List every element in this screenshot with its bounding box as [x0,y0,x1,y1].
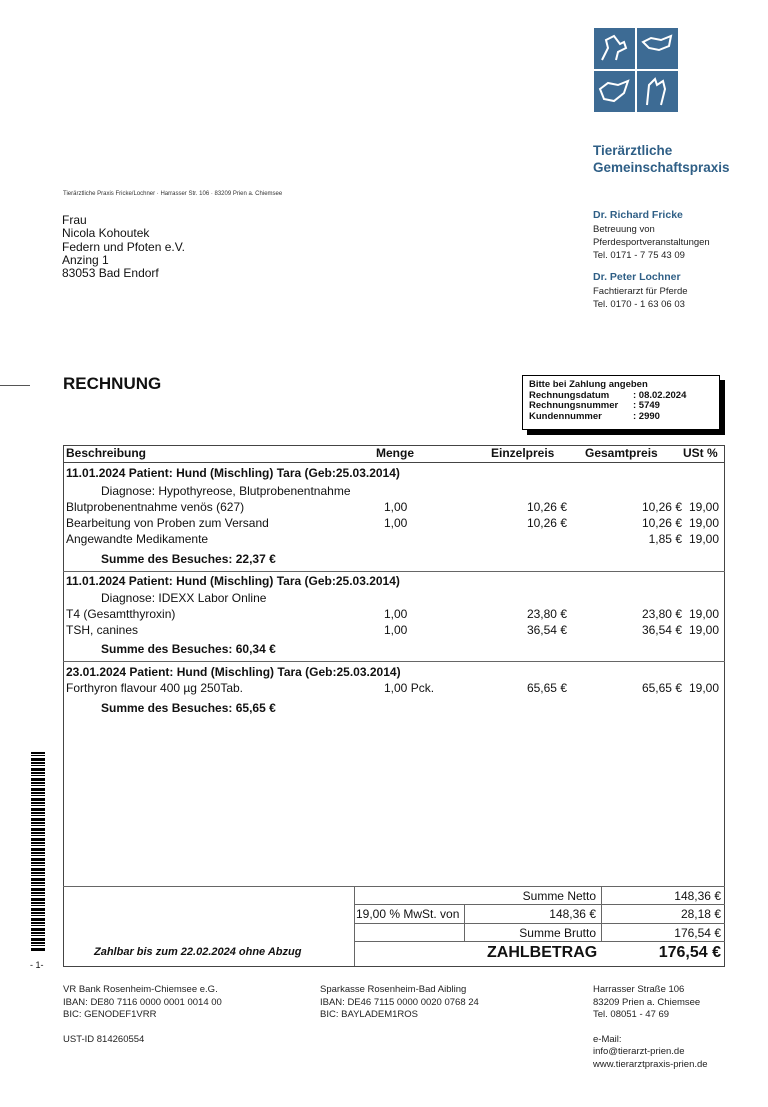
header-unit-price: Einzelpreis [491,446,555,460]
doctor-name: Dr. Peter Lochner [593,271,681,283]
item-unit-price: 36,54 € [526,623,567,637]
item-description: Bearbeitung von Proben zum Versand [66,516,269,530]
totals-divider [601,886,602,941]
page-number: - 1- [30,960,44,970]
item-unit-price: 10,26 € [526,516,567,530]
item-quantity: 1,00 [384,607,408,621]
payment-value: : 5749 [633,400,660,411]
item-vat: 19,00 [689,681,720,695]
visit-block [63,572,725,662]
footer-line: IBAN: DE46 7115 0000 0020 0768 24 [320,996,479,1008]
item-unit-price: 65,65 € [526,681,567,695]
payment-value: : 08.02.2024 [633,389,687,401]
header-total-price: Gesamtpreis [585,446,658,460]
visit-heading: 11.01.2024 Patient: Hund (Mischling) Tara (Geb:25.03.2014) [66,574,400,588]
payment-reference-box [522,375,720,430]
footer-line: Sparkasse Rosenheim-Bad Aibling [320,984,467,995]
header-quantity: Menge [376,446,415,460]
barcode [31,752,45,952]
visit-block [63,463,725,572]
totals-divider [464,904,465,923]
item-description: Blutprobenentnahme venös (627) [66,500,245,514]
totals-divider [354,941,725,942]
recipient-line: Anzing 1 [62,252,109,267]
mwst-rate: 19,00 % MwSt. von [356,907,460,921]
payment-value: : 2990 [633,410,660,422]
totals-divider [63,886,725,887]
footer-bank-2 [320,984,479,1022]
footer-address [593,984,708,1071]
item-unit-price: 10,26 € [526,500,567,514]
item-total-price: 36,54 € [641,623,682,637]
item-quantity: 1,00 [384,500,408,514]
item-total-price: 10,26 € [641,500,682,514]
visit-diagnosis: Diagnose: Hypothyreose, Blutprobenentnahme [101,484,351,498]
recipient-line: 83053 Bad Endorf [62,266,159,281]
footer-line: Harrasser Straße 106 [593,984,685,995]
item-description: Forthyron flavour 400 µg 250Tab. [66,681,244,695]
dog-icon [637,28,678,69]
mwst-value: 28,18 € [680,907,721,921]
payment-label: Kundennummer [529,410,602,422]
zahlbetrag-value: 176,54 € [658,944,721,961]
visit-heading: 23.01.2024 Patient: Hund (Mischling) Tara (Geb:25.03.2014) [66,665,401,679]
visit-block [63,662,725,722]
item-total-price: 1,85 € [648,532,682,546]
recipient-line: Frau [62,213,87,227]
item-unit-price: 23,80 € [526,607,567,621]
recipient-line: Federn und Pfoten e.V. [62,239,185,254]
doctor-info: Pferdesportveranstaltungen [593,237,710,248]
item-vat: 19,00 [689,532,720,546]
payment-row [529,401,713,412]
item-vat: 19,00 [689,516,720,530]
totals-divider [354,886,355,966]
brand-line-2: Gemeinschaftspraxis [593,160,730,175]
item-total-price: 23,80 € [641,607,682,621]
cat-icon [637,71,678,112]
doctor-1 [593,209,710,262]
practice-brand [593,142,730,176]
footer-line: BIC: BAYLADEM1ROS [320,1009,419,1020]
item-quantity: 1,00 [384,623,408,637]
doctor-info: Fachtierarzt für Pferde [593,286,688,297]
fold-mark [0,385,30,386]
netto-value: 148,36 € [674,889,721,903]
header-description: Beschreibung [66,446,147,460]
doctor-2 [593,271,688,311]
mwst-base: 148,36 € [549,907,596,921]
brutto-label: Summe Brutto [519,926,596,940]
footer-ust-id: UST-ID 814260554 [63,1033,145,1045]
brutto-value: 176,54 € [674,926,721,940]
visit-sum: Summe des Besuches: 60,34 € [101,642,276,656]
document-title: RECHNUNG [63,374,162,393]
item-quantity: 1,00 Pck. [384,681,435,695]
item-description: T4 (Gesamtthyroxin) [66,607,176,621]
recipient-address [62,214,185,280]
item-description: Angewandte Medikamente [66,532,209,546]
item-total-price: 10,26 € [641,516,682,530]
payment-box-heading: Bitte bei Zahlung angeben [529,379,648,390]
visit-sum: Summe des Besuches: 65,65 € [101,701,276,715]
zahlbetrag-label: ZAHLBETRAG [487,944,598,961]
footer-line: BIC: GENODEF1VRR [63,1009,157,1020]
totals-divider [354,904,725,905]
footer-website: www.tierarztpraxis-prien.de [593,1058,708,1070]
brand-line-1: Tierärztliche [593,143,673,158]
payment-label: Rechnungsnummer [529,400,619,411]
footer-line: IBAN: DE80 7116 0000 0001 0014 00 [63,996,222,1008]
horse-icon [594,28,635,69]
item-vat: 19,00 [689,500,720,514]
doctor-phone: Tel. 0170 - 1 63 06 03 [593,299,685,310]
practice-logo [594,28,678,112]
totals-divider [464,923,465,941]
item-quantity: 1,00 [384,516,408,530]
visit-heading: 11.01.2024 Patient: Hund (Mischling) Tara (Geb:25.03.2014) [66,466,400,480]
footer-bank-1 [63,984,222,1046]
item-vat: 19,00 [689,607,720,621]
item-vat: 19,00 [689,623,720,637]
footer-email: info@tierarzt-prien.de [593,1046,685,1057]
item-description: TSH, canines [66,623,139,637]
footer-line: Tel. 08051 - 47 69 [593,1009,670,1020]
payment-label: Rechnungsdatum [529,389,610,401]
recipient-line: Nicola Kohoutek [62,226,150,241]
doctor-info: Betreuung von [593,224,655,235]
payment-terms: Zahlbar bis zum 22.02.2024 ohne Abzug [94,946,302,958]
footer-line: e-Mail: [593,1033,622,1045]
item-total-price: 65,65 € [641,681,682,695]
header-vat: USt % [683,446,718,460]
cattle-icon [594,71,635,112]
visit-sum: Summe des Besuches: 22,37 € [101,552,276,566]
netto-label: Summe Netto [522,889,596,903]
doctor-phone: Tel. 0171 - 7 75 43 09 [593,250,685,261]
payment-row [529,412,713,423]
totals-divider [354,923,725,924]
visit-diagnosis: Diagnose: IDEXX Labor Online [101,591,267,605]
footer-line: 83209 Prien a. Chiemsee [593,996,701,1008]
doctor-name: Dr. Richard Fricke [593,209,683,221]
table-header [63,445,725,463]
footer-line: VR Bank Rosenheim-Chiemsee e.G. [63,984,218,995]
sender-line: Tierärztliche Praxis Fricke/Lochner · Harrasser Str. 106 · 83209 Prien a. Chiemsee [63,191,283,197]
